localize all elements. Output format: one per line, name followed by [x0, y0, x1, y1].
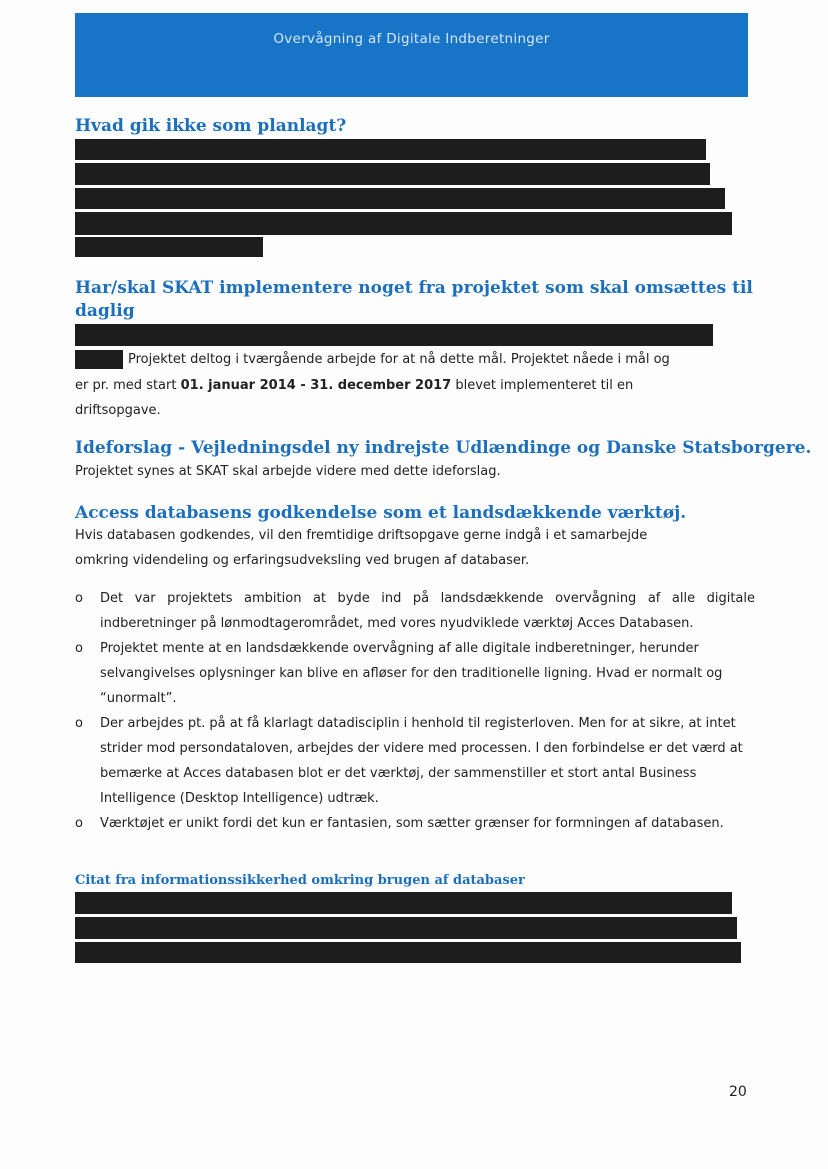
bullet-marker: o: [75, 816, 83, 831]
access-text-line1: Hvis databasen godkendes, vil den fremtidige driftsopgave gerne indgå i et samarbejde: [75, 528, 648, 543]
heading-not-as-planned: Hvad gik ikke som planlagt?: [75, 116, 347, 136]
implement-text-line3: driftsopgave.: [75, 403, 161, 418]
access-text-line2: omkring videndeling og erfaringsudveksling ved brugen af databaser.: [75, 553, 530, 568]
redaction-bar: [75, 917, 737, 939]
bullet-item: [75, 811, 755, 836]
redaction-bar: [75, 237, 263, 257]
implement-text-line1: Projektet deltog i tværgående arbejde for at nå dette mål. Projektet nåede i mål og: [128, 352, 670, 367]
idea-text: Projektet synes at SKAT skal arbejde videre med dette ideforslag.: [75, 464, 501, 479]
bullet-marker: o: [75, 591, 83, 606]
bullet-marker: o: [75, 716, 83, 731]
redaction-bar: [75, 324, 713, 346]
header-title: Overvågning af Digitale Indberetninger: [273, 31, 550, 47]
access-bullet-list: [75, 586, 755, 836]
header-band: [75, 13, 748, 97]
redaction-bar: [75, 188, 725, 209]
implement-text-line2: [75, 373, 633, 398]
bullet-text: Projektet mente at en landsdækkende overvågning af alle digitale indberetninger, herunder selvangivelses oplysninger kan blive en afløser for den traditionelle ligning. Hvad er normalt og “unormalt”.: [100, 641, 723, 706]
heading-access: Access databasens godkendelse som et landsdækkende værktøj.: [75, 503, 687, 523]
heading-citation: Citat fra informationssikkerhed omkring brugen af databaser: [75, 873, 525, 888]
bullet-item: [75, 636, 755, 711]
bullet-text: Der arbejdes pt. på at få klarlagt datadisciplin i henhold til registerloven. Men for at sikre, at intet strider mod persondataloven, arbejdes der videre med processen. I den forbindelse er det værd at bemærke at Acces databasen blot er det værktøj, der sammenstiller et stort antal Business Intelligence (Desktop Intelligence) udtræk.: [100, 716, 743, 806]
bullet-text: Værktøjet er unikt fordi det kun er fantasien, som sætter grænser for formningen af databasen.: [100, 816, 724, 831]
bullet-marker: o: [75, 641, 83, 656]
redaction-bar: [75, 139, 706, 160]
implement-text-line2-pre: er pr. med start: [75, 378, 181, 393]
redaction-bar: [75, 942, 741, 963]
implement-period: 01. januar 2014 - 31. december 2017: [180, 378, 452, 393]
heading-idea: Ideforslag - Vejledningsdel ny indrejste Udlændinge og Danske Statsborgere.: [75, 438, 812, 458]
implement-text-line2-post: blevet implementeret til en: [451, 378, 634, 393]
heading-implement-line1: Har/skal SKAT implementere noget fra projektet som skal omsættes til daglig: [75, 278, 753, 321]
bullet-item: [75, 711, 755, 811]
redaction-bar: [75, 212, 732, 235]
bullet-text: Det var projektets ambition at byde ind på landsdækkende overvågning af alle digitale indberetninger på lønmodtagerområdet, med vores nyudviklede værktøj Acces Databasen.: [100, 591, 755, 631]
page-number: 20: [729, 1084, 747, 1100]
bullet-item: [75, 586, 755, 636]
redaction-bar: [75, 163, 710, 185]
redaction-bar: [75, 892, 732, 914]
redaction-bar: [75, 350, 123, 369]
